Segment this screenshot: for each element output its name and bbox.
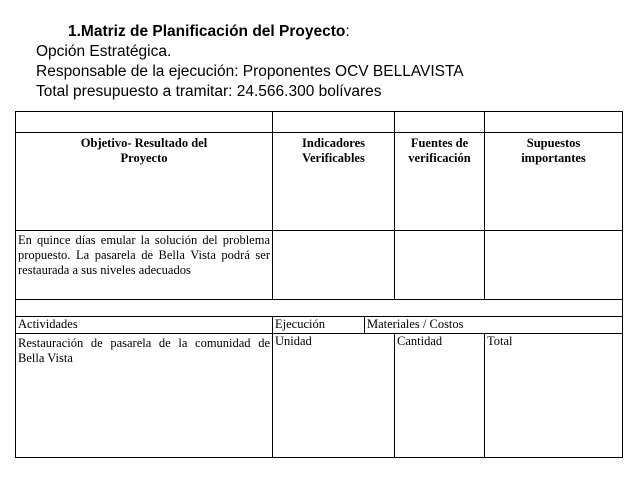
document-title xyxy=(68,23,350,41)
execution-label: Ejecución xyxy=(273,317,365,334)
header-objective xyxy=(16,133,273,231)
activity-row xyxy=(16,334,623,458)
total-cell: Total xyxy=(485,334,623,458)
header-sources xyxy=(395,133,485,231)
document-title-colon: : xyxy=(345,23,350,40)
header-objective-line1: Objetivo- Resultado del xyxy=(80,136,208,150)
empty-cell xyxy=(273,231,395,300)
unit-cell: Unidad xyxy=(273,334,395,458)
header-indicators-line2: Verificables xyxy=(302,151,365,165)
materials-costs-label xyxy=(365,317,623,334)
empty-cell xyxy=(485,231,623,300)
header-assumptions-line2: importantes xyxy=(521,151,586,165)
activities-label: Actividades xyxy=(16,317,273,334)
blank-row-middle xyxy=(16,300,623,317)
empty-cell xyxy=(16,300,623,317)
header-assumptions xyxy=(485,133,623,231)
empty-cell xyxy=(16,112,273,133)
header-indicators xyxy=(273,133,395,231)
matrix-header-row xyxy=(16,133,623,231)
header-sources-line2: verificación xyxy=(408,151,471,165)
blank-row-top xyxy=(16,112,623,133)
empty-cell xyxy=(395,231,485,300)
activity-description: Restauración de pasarela de la comunidad de Bella Vista xyxy=(16,334,273,458)
document-title-text: 1.Matriz de Planificación del Proyecto xyxy=(68,23,346,40)
empty-cell xyxy=(485,112,623,133)
budget-line: Total presupuesto a tramitar: 24.566.300 bolívares xyxy=(36,83,382,100)
quantity-cell: Cantidad xyxy=(395,334,485,458)
header-indicators-line1: Indicadores xyxy=(302,136,365,150)
objective-result-text: En quince días emular la solución del problema propuesto. La pasarela de Bella Vista podrá ser restaurada a sus niveles adecuados xyxy=(16,231,273,300)
empty-cell xyxy=(273,112,395,133)
activities-header-row xyxy=(16,317,623,334)
materials-costs-text: Materiales / Costos xyxy=(367,317,464,331)
strategic-option-line: Opción Estratégica. xyxy=(36,43,172,60)
header-assumptions-line1: Supuestos xyxy=(526,136,581,150)
planning-matrix-table xyxy=(15,111,623,458)
header-sources-line1: Fuentes de xyxy=(410,136,469,150)
responsible-line: Responsable de la ejecución: Proponentes OCV BELLAVISTA xyxy=(36,63,464,80)
empty-cell xyxy=(395,112,485,133)
header-objective-line2: Proyecto xyxy=(120,151,168,165)
objective-row xyxy=(16,231,623,300)
